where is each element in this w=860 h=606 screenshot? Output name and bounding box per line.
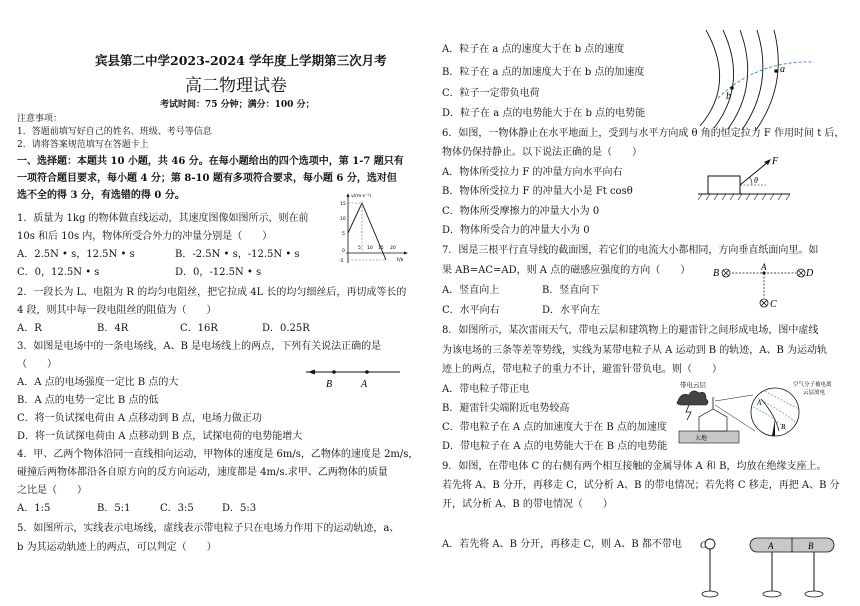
q6-block-force-diagram: [694, 154, 794, 204]
question-9-stem: 若先将 A、B 分开，再移走 C，试分析 A、B 的带电情况；若先将 C 移走，再把 A、B 分: [442, 480, 840, 491]
section-instructions: 选不全的得 3 分，有选错的得 0 分。: [17, 190, 185, 201]
q6-option-b: B．物体所受拉力 F 的冲量大小是 Ft cosθ: [442, 186, 633, 197]
section-instructions: 一、选择题：本题共 10 小题，共 46 分。在每小题给出的四个选项中，第 1-7 题只有: [17, 156, 404, 167]
q8-label-discharge: 云层放电: [803, 390, 826, 396]
q1-graph-xtick: 20: [390, 246, 396, 251]
q9-conductors-diagram: [698, 532, 838, 604]
question-9-stem: 9．如图，在带电体 C 的右侧有两个相互接触的金属导体 A 和 B，均放在绝缘支座上。: [442, 461, 827, 472]
q7-wires-diagram: [712, 262, 816, 312]
q3-field-line-diagram: [304, 360, 404, 390]
q1-velocity-graph: [338, 191, 410, 267]
question-4-stem: 碰撞后两物体都沿各自原方向的反方向运动，速度都是 4m/s.求甲、乙两物体的质量: [17, 467, 388, 478]
q5-option-a: A．粒子在 a 点的速度大于在 b 点的速度: [442, 44, 625, 55]
q1-graph-ytick: -5: [339, 259, 344, 264]
q1-graph-ytick: 5: [342, 232, 345, 237]
note-item: 2．请将答案规范填写在答题卡上: [17, 140, 149, 150]
q1-graph-ytick: 15: [340, 202, 346, 207]
q6-label-theta: θ: [754, 176, 758, 185]
q2-option-d: D．0.25R: [262, 323, 310, 334]
q1-graph-xtick: 15: [378, 246, 384, 251]
q8-label-ground: 大地: [695, 435, 708, 442]
question-8-stem: 8．如图所示，某次雷雨天气，带电云层和建筑物上的避雷针之间形成电场，图中虚线: [442, 325, 819, 336]
question-6-stem: 6．如图，一物体静止在水平地面上，受到与水平方向成 θ 角的恒定拉力 F 作用时间 t 后，: [442, 128, 845, 139]
left-column: [0, 0, 419, 606]
q8-label-cloud: 带电云层: [680, 381, 706, 389]
q3-option-b: B．A 点的电势一定比 B 点的低: [17, 395, 159, 406]
notes-heading: 注意事项：: [17, 114, 63, 124]
school-title: 宾县第二中学2023-2024 学年度上学期第三次月考: [95, 53, 387, 68]
question-9-stem: 开，试分析 A、B 的带电情况（ ）: [442, 499, 613, 510]
question-4-stem: 4．甲、乙两个物体沿同一直线相向运动，甲物体的速度是 6m/s，乙物体的速度是 2m/s，: [17, 449, 419, 460]
q1-graph-xtick: 10: [367, 246, 373, 251]
question-8-stem: 为该电场的三条等差等势线，实线为某带电粒子从 A 运动到 B 的轨迹，A、B 为运动轨: [442, 345, 828, 356]
q7-option-c: C．水平向右: [442, 305, 500, 316]
q8-label-a: A: [757, 399, 762, 407]
q6-label-force: F: [772, 156, 779, 167]
q8-lightning-rod-diagram: [675, 379, 840, 449]
question-8-stem: 迹上的两点，带电粒子的重力不计，避雷针带负电。则（ ）: [442, 364, 722, 375]
q5-option-b: B．粒子在 a 点的加速度大于在 b 点的加速度: [442, 67, 645, 78]
q2-option-c: C．16R: [180, 323, 218, 334]
question-1-stem: 10s 和后 10s 内，物体所受合外力的冲量分别是（ ）: [17, 231, 273, 242]
exam-title: 高二物理试卷: [185, 76, 287, 96]
q7-label-c: C: [770, 299, 777, 310]
section-instructions: 一项符合题目要求，每小题 4 分；第 8-10 题有多项符合要求，每小题 6 分，选对但: [17, 173, 397, 184]
q7-label-d: D: [806, 268, 814, 279]
q6-option-a: A．物体所受拉力 F 的冲量方向水平向右: [442, 167, 623, 178]
q8-option-a: A．带电粒子带正电: [442, 384, 530, 395]
q5-option-d: D．粒子在 a 点的电势能大于在 b 点的电势能: [442, 108, 646, 119]
question-7-stem: 果 AB=AC=AD，则 A 点的磁感应强度的方向（ ）: [442, 265, 691, 276]
question-5-stem: b 为其运动轨迹上的两点，可以判定（ ）: [17, 542, 217, 553]
q8-option-b: B．避雷针尖端附近电势较高: [442, 403, 570, 414]
q8-option-c: C．带电粒子在 A 点的加速度大于在 B 点的加速度: [442, 422, 667, 433]
q1-graph-ylabel: v/(m·s⁻¹): [351, 194, 372, 199]
q4-option-d: D．5:3: [222, 503, 257, 514]
q1-graph-xtick: 5: [358, 246, 361, 251]
q8-option-d: D．带电粒子在 A 点的电势能大于在 B 点的电势能: [442, 441, 668, 452]
question-2-stem: 4 段，则其中每一段电阻丝的阻值为（ ）: [17, 305, 217, 316]
q2-option-b: B．4R: [97, 323, 129, 334]
q9-label-b: B: [808, 541, 814, 551]
q5-field-lines-diagram: [688, 30, 818, 130]
question-7-stem: 7．图是三根平行直导线的截面图，若它们的电流大小都相同，方向垂直纸面向里。如: [442, 245, 819, 256]
q6-option-d: D．物体所受合力的冲量大小为 0: [442, 225, 590, 236]
q4-option-c: C．3:5: [160, 503, 194, 514]
q3-option-a: A．A 点的电场强度一定比 B 点的大: [17, 377, 179, 388]
q4-option-b: B．5:1: [97, 503, 131, 514]
q5-label-a: a: [780, 64, 785, 75]
q9-label-c: C: [700, 540, 707, 550]
q8-label-ionized: 空气分子被电离: [793, 382, 832, 388]
right-column: [430, 0, 845, 606]
q5-label-b: b: [726, 91, 731, 102]
q1-option-b: B．-2.5N • s，-12.5N • s: [175, 249, 300, 260]
question-3-stem: 3．如图是电场中的一条电场线，A、B 是电场线上的两点，下列有关说法正确的是: [17, 341, 382, 352]
exam-meta: 考试时间：75 分钟；满分：100 分；: [160, 100, 315, 110]
q3-option-c: C．将一负试探电荷由 A 点移动到 B 点，电场力做正功: [17, 413, 262, 424]
q1-option-c: C．0，12.5N • s: [17, 267, 100, 278]
q9-label-a: A: [768, 541, 774, 551]
question-6-stem: 物体仍保持静止。以下说法正确的是（ ）: [442, 147, 642, 158]
question-1-stem: 1．质量为 1kg 的物体做直线运动，其速度图像如图所示，则在前: [17, 213, 309, 224]
q3-option-d: D．将一负试探电荷由 A 点移动到 B 点，试探电荷的电势能增大: [17, 431, 303, 442]
question-4-stem: 之比是（ ）: [17, 485, 87, 496]
q1-option-a: A．2.5N • s，12.5N • s: [17, 249, 135, 260]
q5-option-c: C．粒子一定带负电荷: [442, 88, 540, 99]
q7-option-b: B．竖直向下: [542, 285, 600, 296]
q1-option-d: D．0，-12.5N • s: [175, 267, 262, 278]
q3-label-b: B: [326, 379, 333, 390]
q1-graph-xlabel: t/s: [397, 257, 404, 263]
q6-option-c: C．物体所受摩擦力的冲量大小为 0: [442, 206, 600, 217]
q7-label-b: B: [713, 268, 720, 279]
question-5-stem: 5．如图所示，实线表示电场线，虚线表示带电粒子只在电场力作用下的运动轨迹，a、: [17, 523, 400, 534]
q7-option-a: A．竖直向上: [442, 285, 500, 296]
q7-label-a: A: [761, 262, 767, 272]
q1-graph-ytick: 0: [342, 249, 345, 254]
question-2-stem: 2．一段长为 L、电阻为 R 的均匀电阻丝，把它拉成 4L 长的均匀细丝后，再切成等长的: [17, 287, 407, 298]
q9-option-a: A．若先将 A、B 分开，再移走 C，则 A、B 都不带电: [442, 539, 682, 550]
question-3-stem: （ ）: [17, 359, 57, 370]
q4-option-a: A．1:5: [17, 503, 51, 514]
q8-label-b: B: [781, 423, 786, 431]
note-item: 1．答题前填写好自己的姓名、班级、考号等信息: [17, 127, 212, 137]
q2-option-a: A．R: [17, 323, 42, 334]
q3-label-a: A: [361, 379, 368, 390]
q7-option-d: D．水平向左: [542, 305, 601, 316]
q1-graph-ytick: 10: [340, 217, 346, 222]
